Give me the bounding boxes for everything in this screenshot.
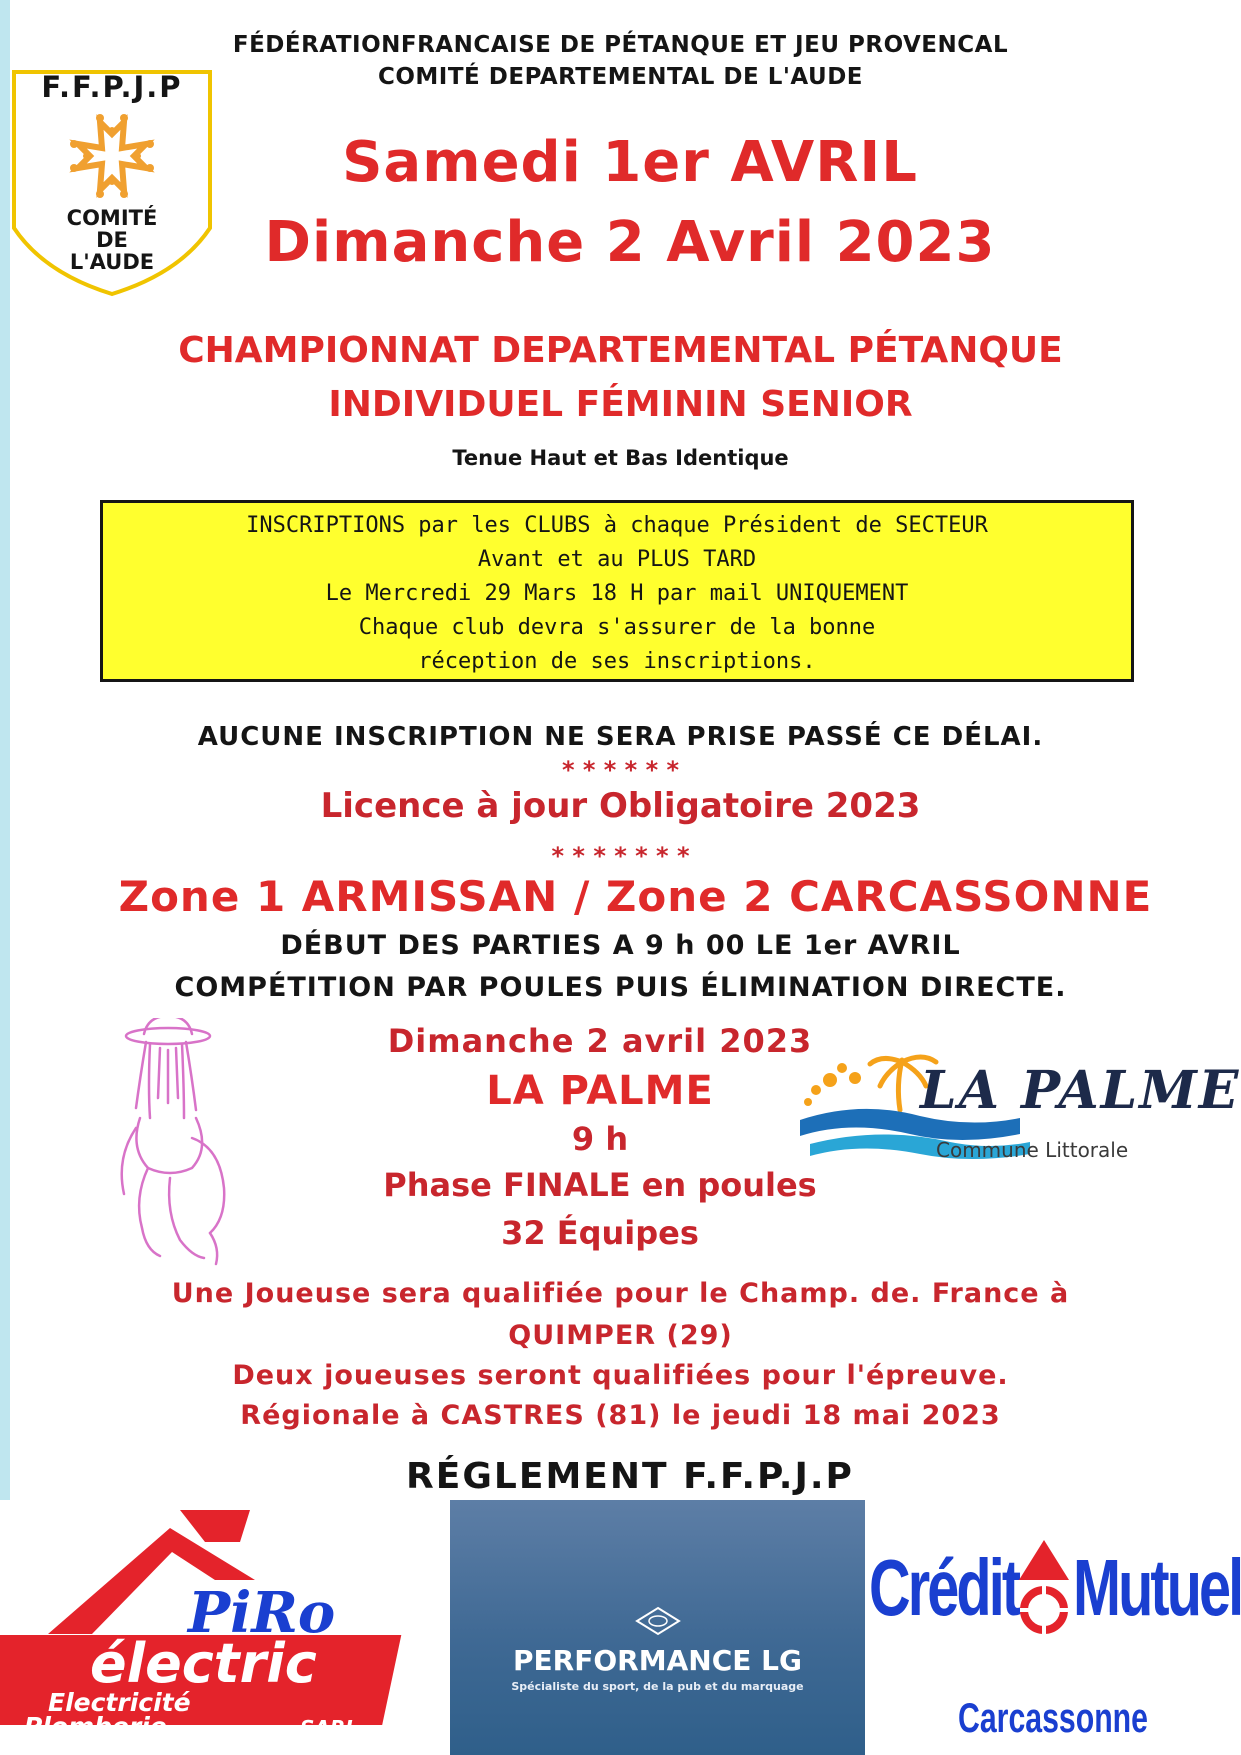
date-saturday: Samedi 1er AVRIL bbox=[342, 130, 918, 195]
piro-line1: Electricité bbox=[48, 1688, 191, 1717]
dress-code: Tenue Haut et Bas Identique bbox=[452, 446, 789, 470]
credit-mutuel-emblem-icon bbox=[1017, 1540, 1071, 1650]
sponsor-performance bbox=[450, 1500, 865, 1755]
performance-name: PERFORMANCE LG bbox=[513, 1644, 802, 1677]
date-sunday: Dimanche 2 Avril 2023 bbox=[264, 210, 996, 275]
final-time: 9 h bbox=[571, 1120, 629, 1158]
inscription-line: Avant et au PLUS TARD bbox=[477, 547, 757, 572]
performance-tagline: Spécialiste du sport, de la pub et du marquage bbox=[511, 1680, 804, 1693]
piro-brand: électric bbox=[90, 1632, 317, 1695]
qualification-line1: Une Joueuse sera qualifiée pour le Champ. de. France à bbox=[171, 1278, 1070, 1309]
sponsor-piro bbox=[0, 1500, 450, 1755]
woman-illustration bbox=[100, 1018, 260, 1268]
comite-title: COMITÉ DEPARTEMENTAL DE L'AUDE bbox=[377, 64, 863, 90]
championship-line2: INDIVIDUEL FÉMININ SENIOR bbox=[328, 384, 913, 425]
championship-line1: CHAMPIONNAT DEPARTEMENTAL PÉTANQUE bbox=[178, 330, 1063, 371]
federation-title: FÉDÉRATIONFRANCAISE DE PÉTANQUE ET JEU PROVENCAL bbox=[232, 32, 1009, 58]
credit-mutuel-left: Crédit bbox=[869, 1543, 1019, 1632]
reglement-title: RÉGLEMENT F.F.P.J.P bbox=[406, 1456, 854, 1497]
qualification-line3: Deux joueuses seront qualifiées pour l'épreuve. bbox=[232, 1360, 1009, 1391]
la-palme-subtitle: Commune Littorale bbox=[936, 1138, 1129, 1162]
piro-name: PiRo bbox=[188, 1580, 336, 1646]
credit-mutuel-right: Mutuel bbox=[1073, 1543, 1241, 1632]
inscription-line: INSCRIPTIONS par les CLUBS à chaque Président de SECTEUR bbox=[246, 513, 988, 538]
credit-mutuel-city: Carcassonne bbox=[958, 1694, 1148, 1741]
logo-line1: COMITÉ bbox=[66, 206, 158, 230]
sponsor-credit-mutuel bbox=[865, 1500, 1241, 1755]
piro-line2: Plomberie bbox=[24, 1712, 167, 1741]
stars-separator: * * * * * * bbox=[561, 756, 680, 784]
qualification-line2: QUIMPER (29) bbox=[508, 1320, 733, 1351]
final-teams: 32 Équipes bbox=[501, 1214, 699, 1252]
start-time: DÉBUT DES PARTIES A 9 h 00 LE 1er AVRIL bbox=[280, 930, 961, 961]
final-date: Dimanche 2 avril 2023 bbox=[387, 1022, 813, 1060]
logo-line2: DE bbox=[96, 228, 128, 252]
inscription-line: Le Mercredi 29 Mars 18 H par mail UNIQUEMENT bbox=[325, 581, 909, 606]
la-palme-name: LA PALME bbox=[920, 1060, 1241, 1121]
licence-notice: Licence à jour Obligatoire 2023 bbox=[320, 786, 921, 826]
stars-separator: * * * * * * * bbox=[551, 842, 690, 870]
qualification-line4: Régionale à CASTRES (81) le jeudi 18 mai 2023 bbox=[240, 1400, 1001, 1431]
deadline-notice: AUCUNE INSCRIPTION NE SERA PRISE PASSÉ CE DÉLAI. bbox=[197, 722, 1044, 752]
final-place: LA PALME bbox=[486, 1068, 714, 1114]
inscription-line: Chaque club devra s'assurer de la bonne bbox=[358, 615, 876, 640]
final-phase: Phase FINALE en poules bbox=[383, 1166, 817, 1204]
zones-title: Zone 1 ARMISSAN / Zone 2 CARCASSONNE bbox=[118, 872, 1153, 921]
logo-line3: L'AUDE bbox=[69, 250, 155, 274]
performance-diamond-icon bbox=[633, 1606, 683, 1636]
occitan-cross-icon bbox=[68, 112, 156, 200]
inscription-box bbox=[100, 500, 1134, 682]
piro-sarl: SARL bbox=[300, 1716, 359, 1740]
logo-acronym: F.F.P.J.P bbox=[41, 70, 183, 104]
ffpjp-logo bbox=[10, 68, 214, 298]
inscription-line: réception de ses inscriptions. bbox=[418, 649, 816, 674]
competition-format: COMPÉTITION PAR POULES PUIS ÉLIMINATION DIRECTE. bbox=[174, 972, 1067, 1003]
